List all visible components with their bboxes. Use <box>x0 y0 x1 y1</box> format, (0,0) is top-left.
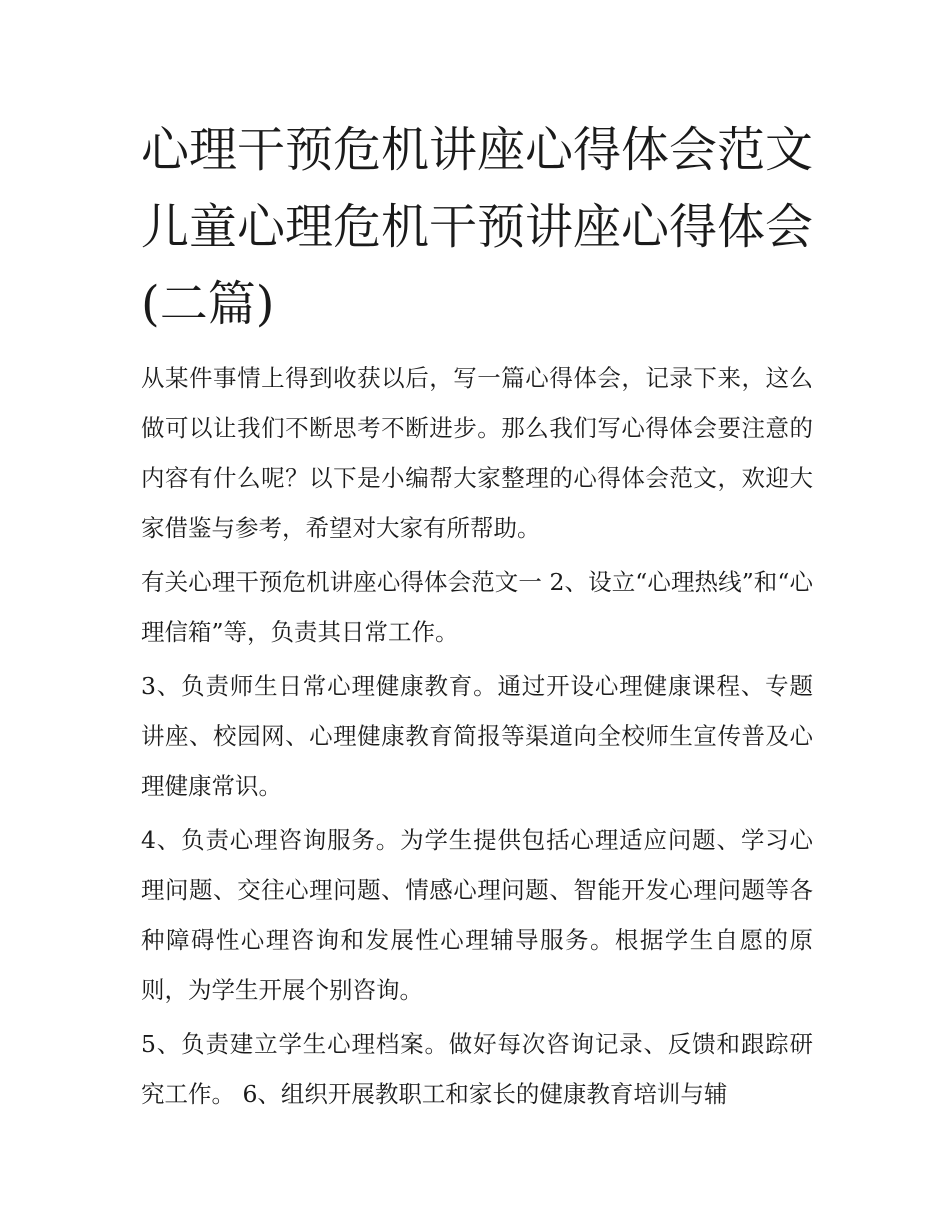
paragraph-item-3: 3、负责师生日常心理健康教育。通过开设心理健康课程、专题讲座、校园网、心理健康教育简报等渠道向全校师生宣传普及心理健康常识。 <box>141 672 813 800</box>
paragraph-item-5: 5、负责建立学生心理档案。做好每次咨询记录、反馈和跟踪研究工作。 6、组织开展教职工和家长的健康教育培训与辅 <box>141 1030 813 1108</box>
paragraph-intro: 从某件事情上得到收获以后，写一篇心得体会，记录下来，这么做可以让我们不断思考不断进步。那么我们写心得体会要注意的内容有什么呢？以下是小编帮大家整理的心得体会范文，欢迎大家借鉴与参考，希望对大家有所帮助。 <box>141 364 813 542</box>
paragraph-item-4: 4、负责心理咨询服务。为学生提供包括心理适应问题、学习心理问题、交往心理问题、情感心理问题、智能开发心理问题等各种障碍性心理咨询和发展性心理辅导服务。根据学生自愿的原则，为学生开展个别咨询。 <box>141 826 813 1004</box>
document-body <box>141 112 813 1123</box>
paragraph-item-2: 有关心理干预危机讲座心得体会范文一 2、设立“心理热线”和“心理信箱”等，负责其日常工作。 <box>141 568 813 646</box>
document-title: 心理干预危机讲座心得体会范文 儿童心理危机干预讲座心得体会(二篇) <box>141 122 814 332</box>
